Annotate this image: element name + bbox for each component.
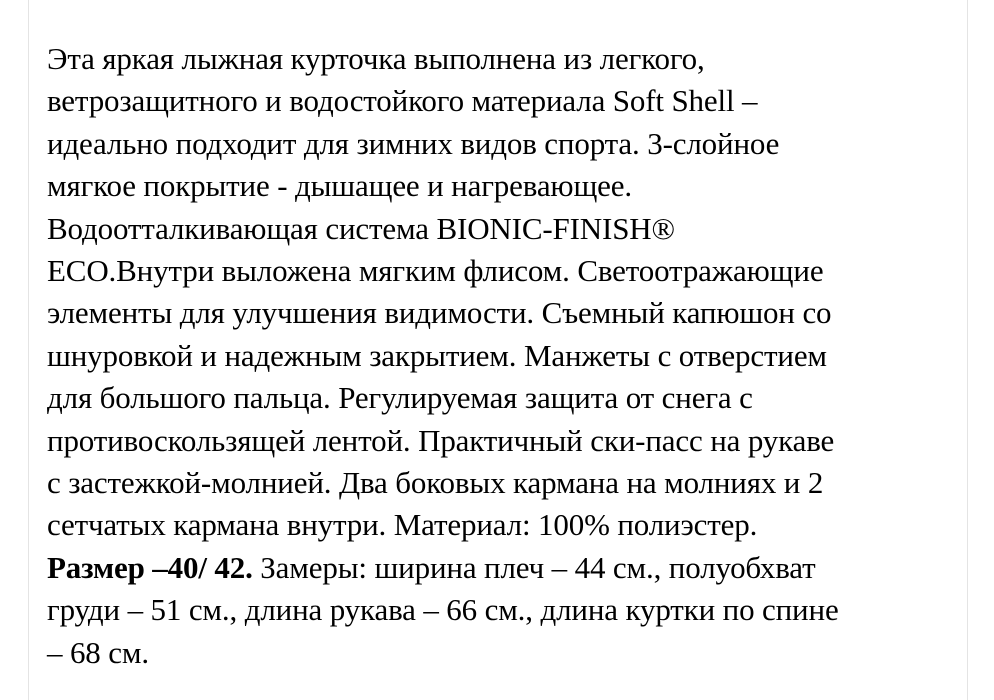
description-line: сетчатых кармана внутри. Материал: 100% полиэстер. [47, 507, 758, 543]
description-line: элементы для улучшения видимости. Съемный капюшон со [47, 295, 832, 331]
description-line: ветрозащитного и водостойкого материала Soft Shell – [47, 83, 758, 119]
description-line: ECO.Внутри выложена мягким флисом. Светоотражающие [47, 253, 824, 289]
measurements-line: груди – 51 см., длина рукава – 66 см., длина куртки по спине [47, 592, 839, 628]
product-description [47, 38, 952, 674]
description-line: противоскользящей лентой. Практичный ски-пасс на рукаве [47, 422, 835, 458]
size-measurements-text: Замеры: ширина плеч – 44 см., полуобхват [252, 549, 816, 585]
description-line: для большого пальца. Регулируемая защита от снега с [47, 380, 753, 416]
left-divider [28, 0, 29, 700]
size-line [47, 547, 952, 589]
measurements-line: – 68 см. [47, 634, 149, 670]
description-line: мягкое покрытие - дышащее и нагревающее. [47, 168, 632, 204]
size-label: Размер –40/ 42. [47, 549, 253, 585]
description-line: Водоотталкивающая система BIONIC-FINISH® [47, 210, 675, 246]
description-line: шнуровкой и надежным закрытием. Манжеты с отверстием [47, 337, 827, 373]
description-line: идеально подходит для зимних видов спорта. 3-слойное [47, 125, 780, 161]
right-divider [967, 0, 968, 700]
description-line: с застежкой-молнией. Два боковых кармана на молниях и 2 [47, 465, 824, 501]
description-line: Эта яркая лыжная курточка выполнена из легкого, [47, 41, 705, 76]
